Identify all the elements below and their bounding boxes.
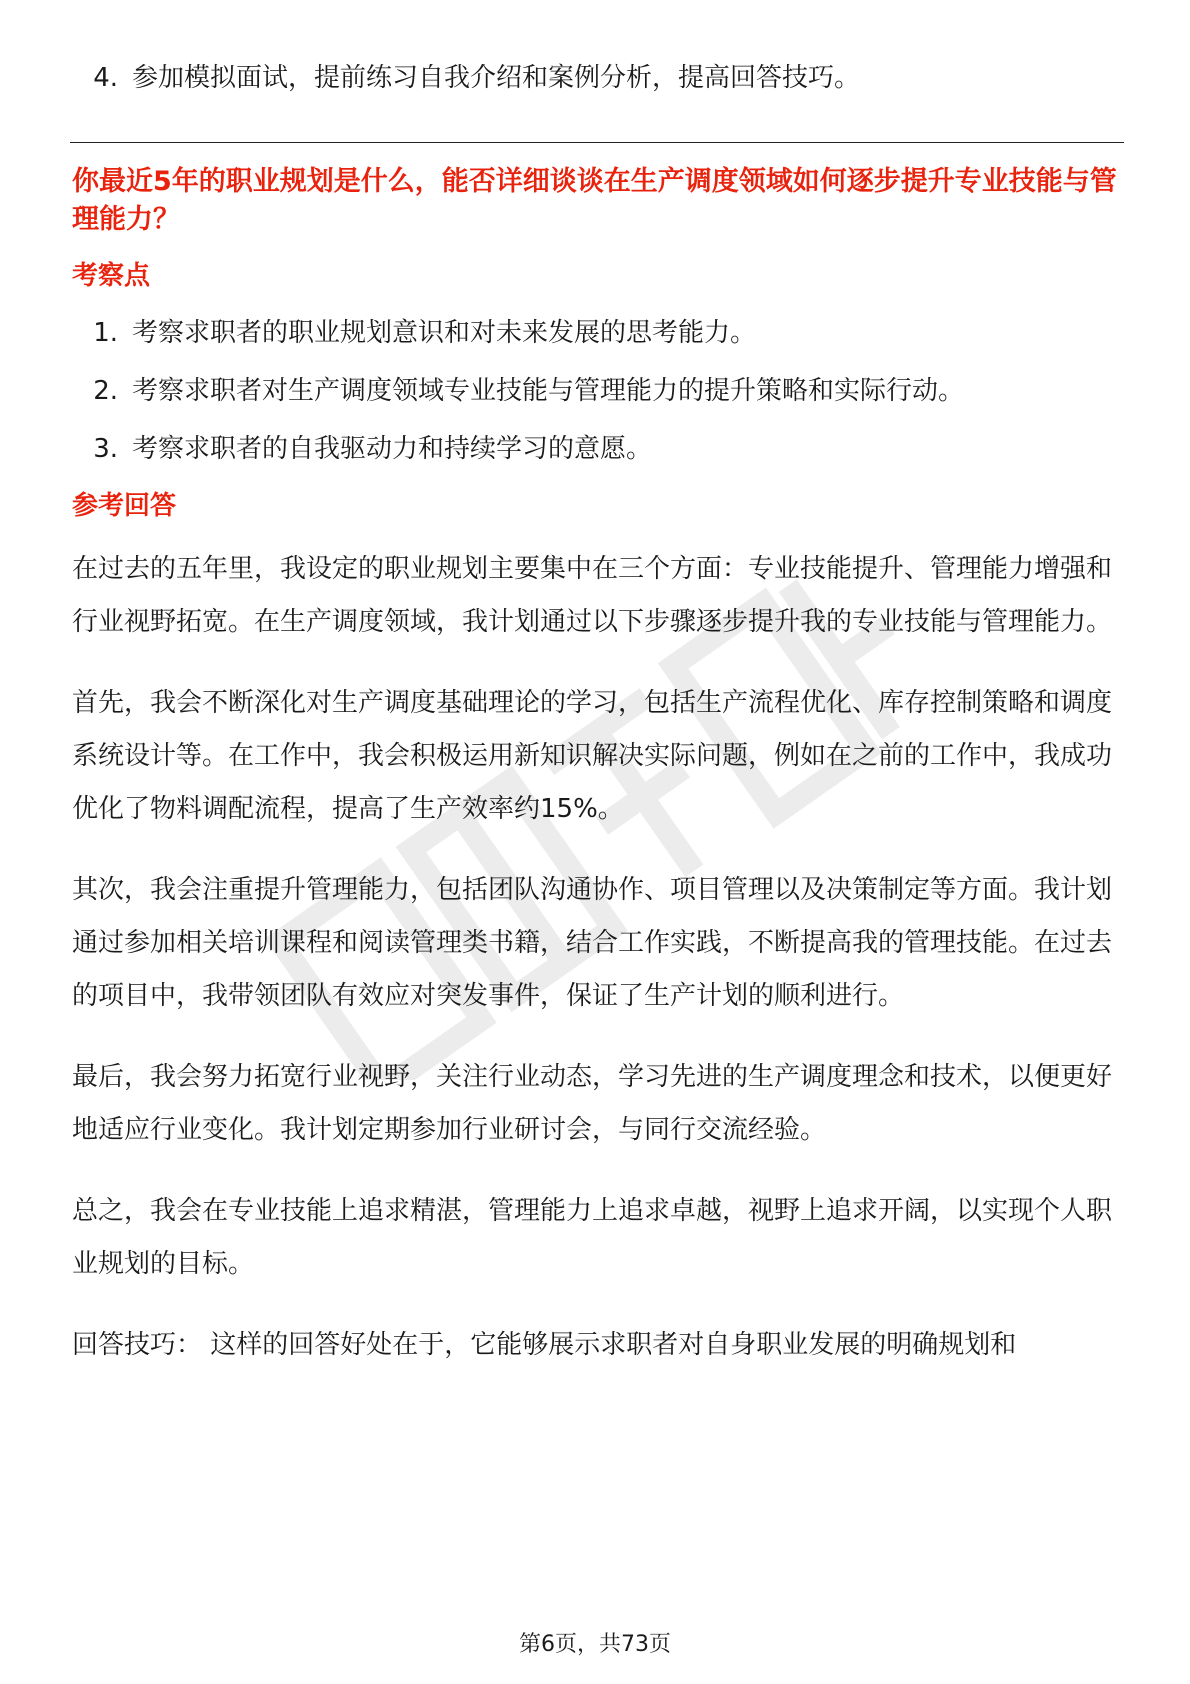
answer-tips: 回答技巧： 这样的回答好处在于，它能够展示求职者对自身职业发展的明确规划和: [72, 1330, 1017, 1360]
list-text: 考察求职者对生产调度领域专业技能与管理能力的提升策略和实际行动。: [132, 376, 965, 406]
points-title: 考察点: [72, 261, 151, 291]
list-text: 参加模拟面试，提前练习自我介绍和案例分析，提高回答技巧。: [132, 63, 861, 93]
answer-paragraph: 总之，我会在专业技能上追求精湛，管理能力上追求卓越，视野上追求开阔，以实现个人职业规划的目标。: [72, 1196, 1113, 1279]
answer-paragraph: 其次，我会注重提升管理能力，包括团队沟通协作、项目管理以及决策制定等方面。我计划通过参加相关培训课程和阅读管理类书籍，结合工作实践，不断提高我的管理技能。在过去的项目中，我带领团队有效应对突发事件，保证了生产计划的顺利进行。: [72, 875, 1113, 1011]
list-number: 1.: [93, 318, 118, 348]
answer-paragraph: 在过去的五年里，我设定的职业规划主要集中在三个方面：专业技能提升、管理能力增强和行业视野拓宽。在生产调度领域，我计划通过以下步骤逐步提升我的专业技能与管理能力。: [72, 554, 1113, 637]
list-text: 考察求职者的职业规划意识和对未来发展的思考能力。: [132, 318, 757, 348]
list-item: [72, 313, 1122, 353]
points-list: [72, 313, 1122, 469]
divider: [70, 142, 1124, 143]
list-number: 3.: [93, 434, 118, 464]
list-number: 4.: [93, 63, 118, 93]
answer-paragraph: 首先，我会不断深化对生产调度基础理论的学习，包括生产流程优化、库存控制策略和调度系统设计等。在工作中，我会积极运用新知识解决实际问题，例如在之前的工作中，我成功优化了物料调配流程，提高了生产效率约15%。: [72, 688, 1113, 824]
list-item: [72, 429, 1122, 469]
answer-title: 参考回答: [72, 491, 177, 521]
list-item: [72, 371, 1122, 411]
question-heading: 你最近5年的职业规划是什么，能否详细谈谈在生产调度领域如何逐步提升专业技能与管理能力？: [72, 166, 1117, 235]
list-text: 考察求职者的自我驱动力和持续学习的意愿。: [132, 434, 653, 464]
content: [72, 58, 1122, 1400]
list-item: [72, 58, 1122, 98]
answer-paragraph: 最后，我会努力拓宽行业视野，关注行业动态，学习先进的生产调度理念和技术，以便更好地适应行业变化。我计划定期参加行业研讨会，与同行交流经验。: [72, 1062, 1113, 1145]
list-number: 2.: [93, 376, 118, 406]
page-footer: 第6页，共73页: [519, 1632, 671, 1657]
